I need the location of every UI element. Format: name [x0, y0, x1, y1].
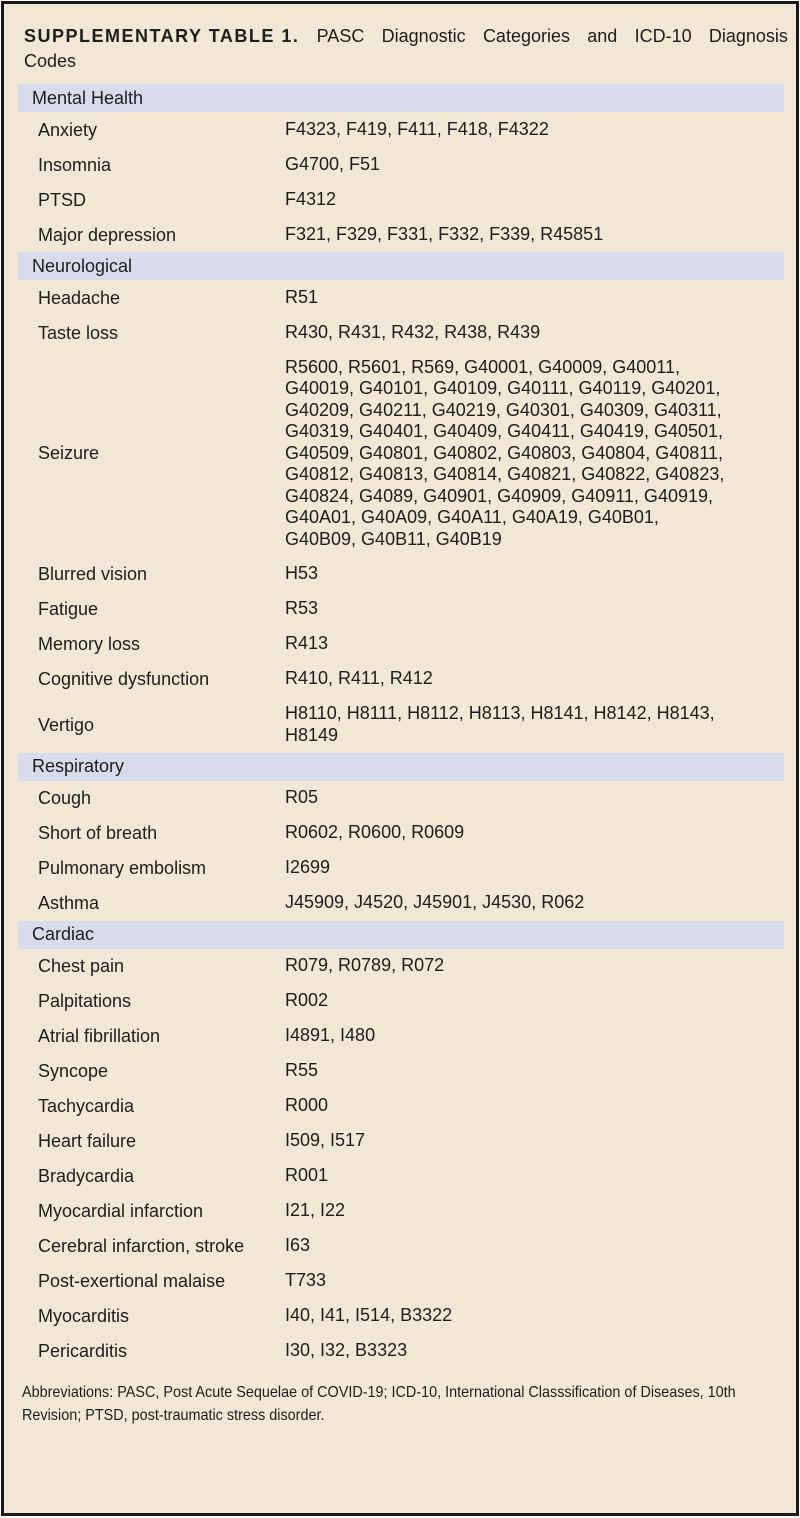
table-number-label: SUPPLEMENTARY TABLE 1.: [24, 26, 300, 46]
table-title-word: and: [587, 26, 618, 46]
condition-label: Memory loss: [38, 634, 141, 654]
table-container: [1, 1, 799, 1516]
table-body: [4, 84, 796, 1369]
table-row: [4, 147, 796, 182]
icd-codes: I509, I517: [285, 1130, 366, 1151]
icd-codes: F4323, F419, F411, F418, F4322: [285, 118, 549, 139]
table-title-word: Diagnostic: [381, 26, 466, 46]
icd-codes: F321, F329, F331, F332, F339, R45851: [285, 223, 604, 244]
icd-codes: R410, R411, R412: [285, 668, 433, 689]
table-row: [4, 984, 796, 1019]
table-row: [4, 557, 796, 592]
condition-label: Headache: [38, 287, 121, 308]
icd-codes: I4891, I480: [285, 1025, 376, 1046]
table-title-word: PASC: [316, 26, 365, 46]
icd-codes: R001: [285, 1165, 329, 1186]
table-row: [4, 1124, 796, 1159]
condition-label: Palpitations: [38, 991, 132, 1011]
icd-codes: J45909, J4520, J45901, J4530, R062: [285, 892, 585, 913]
icd-codes: R53: [285, 598, 319, 619]
section-header-mental-health: [18, 84, 784, 112]
table-row: [4, 315, 796, 350]
icd-codes: R413: [285, 633, 329, 654]
icd-codes: H8110, H8111, H8112, H8113, H8141, H8142, H8143, H8149: [285, 703, 715, 745]
table-row: [4, 816, 796, 851]
icd-codes: R55: [285, 1060, 319, 1081]
table-row: [4, 592, 796, 627]
icd-codes: I40, I41, I514, B3322: [285, 1305, 453, 1326]
condition-label: Taste loss: [38, 322, 119, 343]
icd-codes: I21, I22: [285, 1200, 346, 1221]
condition-label: Seizure: [38, 443, 100, 464]
condition-label: Pulmonary embolism: [38, 858, 207, 878]
condition-label: Pericarditis: [38, 1341, 128, 1361]
condition-label: Major depression: [38, 224, 177, 245]
table-row: [4, 182, 796, 217]
condition-label: Short of breath: [38, 823, 158, 843]
table-row: [4, 1334, 796, 1369]
table-row: [4, 1019, 796, 1054]
table-row: [4, 1194, 796, 1229]
table-title-line2: Codes: [24, 51, 77, 71]
table-row: [4, 112, 796, 147]
footnote-text: Abbreviations: PASC, Post Acute Sequelae of COVID-19; ICD-10, International Classsification of Diseases, 10th Revision; PTSD, post-traumatic stress disorder.: [22, 1383, 736, 1424]
table-row: [4, 350, 796, 557]
table-row: [4, 662, 796, 697]
icd-codes: F4312: [285, 188, 337, 209]
table-row: [4, 627, 796, 662]
table-title: [24, 24, 788, 74]
icd-codes: G4700, F51: [285, 153, 381, 174]
table-row: [4, 781, 796, 816]
icd-codes: R51: [285, 286, 319, 307]
table-row: [4, 280, 796, 315]
table-row: [4, 1159, 796, 1194]
icd-codes: R0602, R0600, R0609: [285, 822, 465, 843]
condition-label: Chest pain: [38, 956, 125, 976]
table-row: [4, 1089, 796, 1124]
condition-label: Post-exertional malaise: [38, 1271, 226, 1291]
condition-label: Bradycardia: [38, 1166, 135, 1186]
icd-codes: I30, I32, B3323: [285, 1340, 408, 1361]
table-row: [4, 1299, 796, 1334]
table-row: [4, 851, 796, 886]
condition-label: Blurred vision: [38, 564, 148, 584]
icd-codes: R5600, R5601, R569, G40001, G40009, G40011, G40019, G40101, G40109, G40111, G40119, G40201, G40209, G40211, G40219, G40301, G40309, G40311, G40319, G40401, G40409, G40411, G40419, G40501, G40509, G40801, G40802, G40803, G40804, G40811, G40812, G40813, G40814, G40821, G40822, G40823, G40824, G4089, G40901, G40909, G40911, G40919, G40A01, G40A09, G40A11, G40A19, G40B01, G40B09, G40B11, G40B19: [285, 356, 725, 549]
table-title-word: ICD-10: [634, 26, 692, 46]
table-title-word: Categories: [482, 26, 570, 46]
table-row: [4, 1229, 796, 1264]
icd-codes: I63: [285, 1235, 311, 1256]
icd-codes: R000: [285, 1095, 329, 1116]
condition-label: Fatigue: [38, 599, 99, 619]
section-header-cardiac: [18, 921, 784, 949]
condition-label: Vertigo: [38, 714, 95, 735]
table-title-line1: [24, 24, 788, 49]
icd-codes: R05: [285, 787, 319, 808]
condition-label: Atrial fibrillation: [38, 1026, 161, 1046]
condition-label: Tachycardia: [38, 1096, 135, 1116]
icd-codes: R079, R0789, R072: [285, 955, 445, 976]
condition-label: Cough: [38, 788, 92, 808]
condition-label: Cerebral infarction, stroke: [38, 1236, 245, 1256]
section-title: Cardiac: [32, 924, 95, 944]
table-row: [4, 697, 796, 753]
table-row: [4, 949, 796, 984]
condition-label: Syncope: [38, 1061, 109, 1081]
icd-codes: T733: [285, 1270, 327, 1291]
condition-label: Insomnia: [38, 154, 112, 175]
condition-label: Myocardial infarction: [38, 1201, 204, 1221]
table-title-word: Diagnosis: [708, 26, 788, 46]
section-title: Respiratory: [32, 756, 125, 776]
table-row: [4, 217, 796, 252]
condition-label: Anxiety: [38, 119, 98, 140]
icd-codes: H53: [285, 563, 319, 584]
icd-codes: I2699: [285, 857, 331, 878]
condition-label: PTSD: [38, 189, 87, 210]
icd-codes: R430, R431, R432, R438, R439: [285, 321, 541, 342]
section-header-respiratory: [18, 753, 784, 781]
condition-label: Cognitive dysfunction: [38, 669, 210, 689]
section-title: Mental Health: [32, 87, 144, 108]
section-title: Neurological: [32, 255, 133, 276]
table-row: [4, 1264, 796, 1299]
condition-label: Asthma: [38, 893, 100, 913]
condition-label: Myocarditis: [38, 1306, 130, 1326]
table-row: [4, 886, 796, 921]
table-row: [4, 1054, 796, 1089]
icd-codes: R002: [285, 990, 329, 1011]
section-header-neurological: [18, 252, 784, 280]
condition-label: Heart failure: [38, 1131, 137, 1151]
